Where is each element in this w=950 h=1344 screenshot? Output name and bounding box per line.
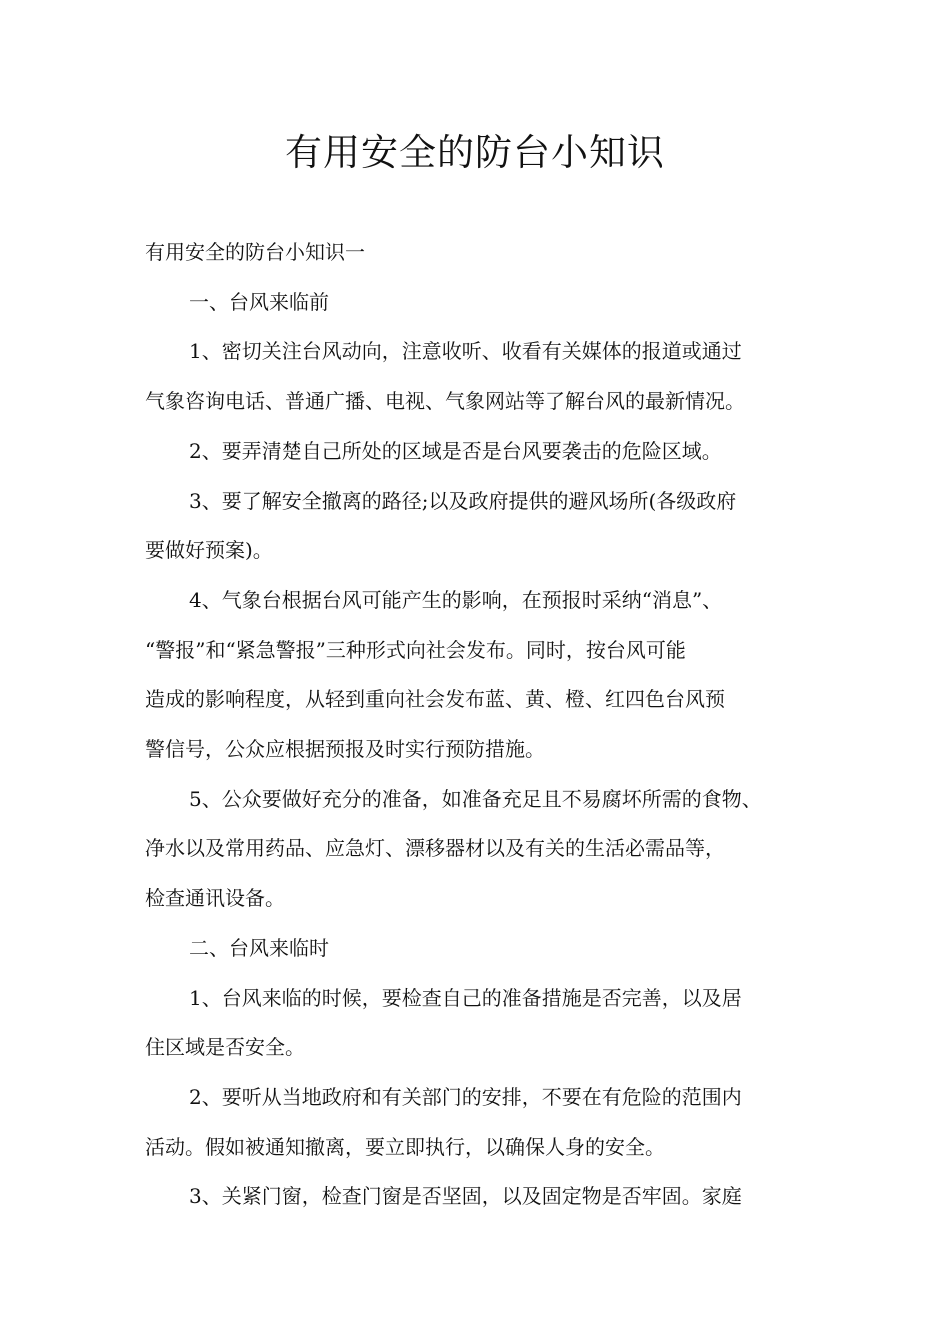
text-line: “警报”和“紧急警报”三种形式向社会发布。同时，按台风可能 [145, 637, 686, 662]
text-line: 二、台风来临时 [189, 935, 329, 960]
text-line: 活动。假如被通知撤离，要立即执行，以确保人身的安全。 [145, 1134, 665, 1159]
text-line: 住区域是否安全。 [145, 1035, 305, 1060]
text-line: 造成的影响程度，从轻到重向社会发布蓝、黄、橙、红四色台风预 [145, 687, 725, 712]
text-line: 检查通讯设备。 [145, 886, 285, 911]
text-line: 有用安全的防台小知识一 [145, 240, 365, 264]
document-body [145, 228, 817, 1222]
page-title: 有用安全的防台小知识 [285, 131, 665, 174]
text-line: 2、要弄清楚自己所处的区域是否是台风要袭击的危险区域。 [189, 438, 722, 463]
text-line: 警信号，公众应根据预报及时实行预防措施。 [145, 737, 545, 762]
text-line: 4、气象台根据台风可能产生的影响，在预报时采纳“消息”、 [189, 587, 723, 612]
text-line: 3、关紧门窗，检查门窗是否坚固，以及固定物是否牢固。家庭 [189, 1184, 742, 1209]
text-line: 1、密切关注台风动向，注意收听、收看有关媒体的报道或通过 [189, 339, 742, 364]
text-line: 3、要了解安全撤离的路径;以及政府提供的避风场所(各级政府 [189, 488, 737, 513]
text-line: 一、台风来临前 [189, 289, 329, 314]
text-line: 2、要听从当地政府和有关部门的安排，不要在有危险的范围内 [189, 1084, 742, 1109]
text-line: 1、台风来临的时候，要检查自己的准备措施是否完善，以及居 [189, 985, 742, 1010]
text-line: 净水以及常用药品、应急灯、漂移器材以及有关的生活必需品等， [145, 836, 725, 861]
text-line: 5、公众要做好充分的准备，如准备充足且不易腐坏所需的食物、 [189, 786, 762, 811]
text-line: 要做好预案)。 [145, 538, 273, 563]
text-line: 气象咨询电话、普通广播、电视、气象网站等了解台风的最新情况。 [145, 389, 745, 414]
